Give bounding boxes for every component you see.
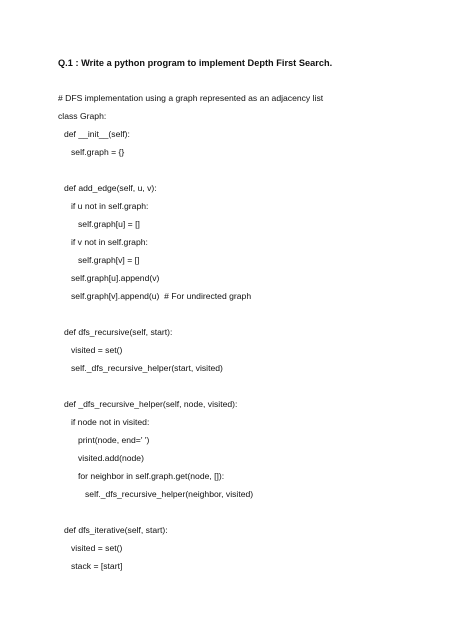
code-line-def-dfs-recursive: def dfs_recursive(self, start): <box>64 327 173 337</box>
code-line-init-body: self.graph = {} <box>71 147 125 157</box>
code-line-append-u: self.graph[v].append(u) # For undirected graph <box>71 291 252 301</box>
code-line-stack: stack = [start] <box>71 561 123 571</box>
code-line-init-v: self.graph[v] = [] <box>78 255 140 265</box>
code-line-if-u: if u not in self.graph: <box>71 201 149 211</box>
code-line-recursive-call: self._dfs_recursive_helper(neighbor, visited) <box>85 489 254 499</box>
code-line-iterative-visited: visited = set() <box>71 543 123 553</box>
code-line-def-helper: def _dfs_recursive_helper(self, node, visited): <box>64 399 238 409</box>
question-heading: Q.1 : Write a python program to implement Depth First Search. <box>58 58 333 68</box>
code-line-visited-add: visited.add(node) <box>78 453 144 463</box>
code-line-print-node: print(node, end=' ') <box>78 435 150 445</box>
code-line-for-neighbor: for neighbor in self.graph.get(node, []): <box>78 471 225 481</box>
code-line-def-add-edge: def add_edge(self, u, v): <box>64 183 157 193</box>
code-line-class-graph: class Graph: <box>58 111 107 121</box>
code-line-append-v: self.graph[u].append(v) <box>71 273 160 283</box>
code-line-visited-set: visited = set() <box>71 345 123 355</box>
code-comment-line: # DFS implementation using a graph represented as an adjacency list <box>58 93 324 103</box>
code-line-call-helper: self._dfs_recursive_helper(start, visited) <box>71 363 223 373</box>
code-line-def-init: def __init__(self): <box>64 129 130 139</box>
code-line-if-node: if node not in visited: <box>71 417 150 427</box>
code-line-if-v: if v not in self.graph: <box>71 237 148 247</box>
code-line-def-dfs-iterative: def dfs_iterative(self, start): <box>64 525 168 535</box>
code-line-init-u: self.graph[u] = [] <box>78 219 140 229</box>
